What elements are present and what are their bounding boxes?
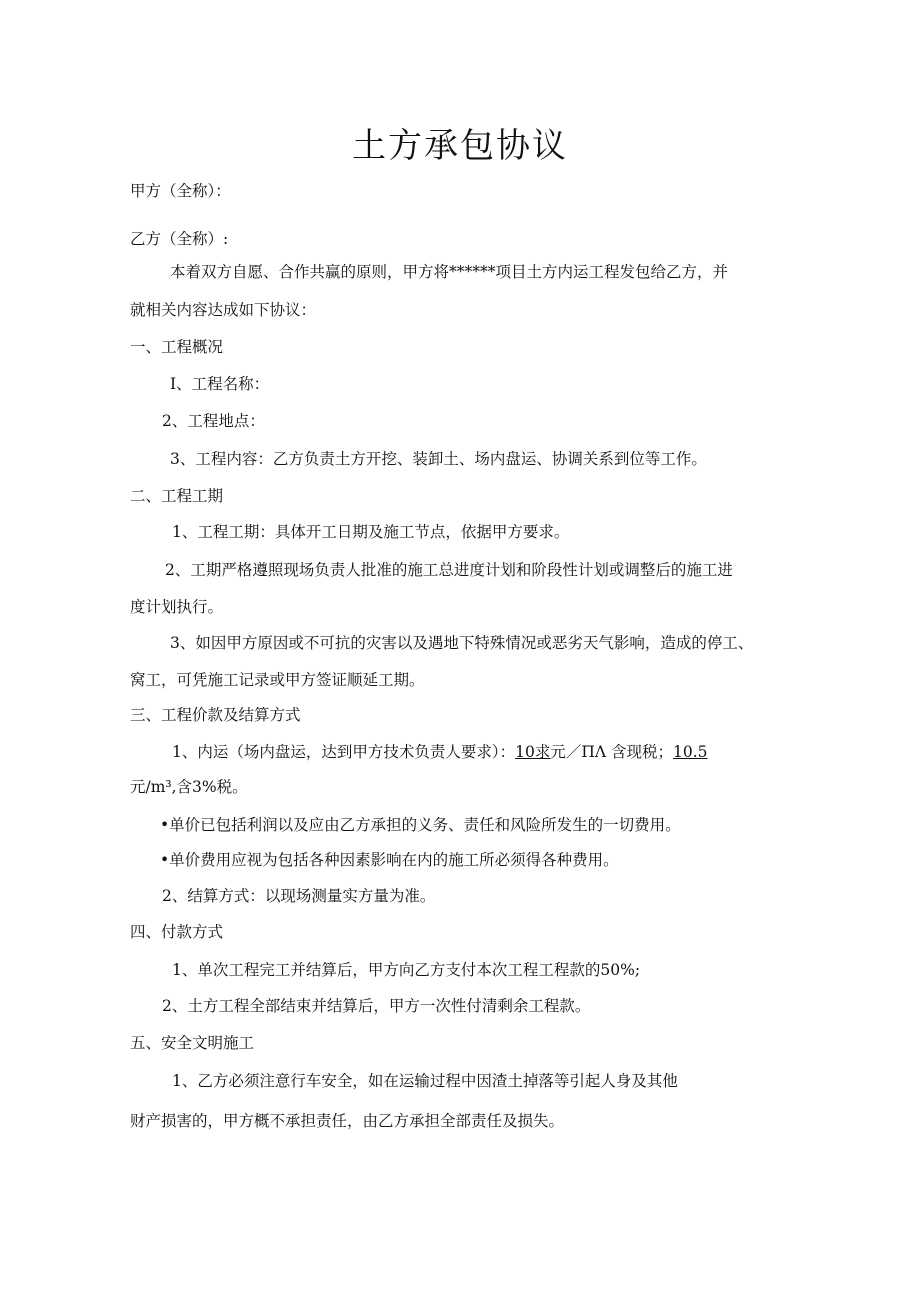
section-3-item-1-line-2: 元/m³,含3%税。 bbox=[130, 778, 248, 796]
section-1-heading: 一、工程概况 bbox=[130, 338, 224, 356]
section-4-heading: 四、付款方式 bbox=[130, 923, 224, 941]
party-a-line: 甲方（全称）： bbox=[130, 182, 231, 200]
price-item-middle: 元／ΠΛ 含现税； bbox=[550, 743, 673, 761]
section-2-heading: 二、工程工期 bbox=[130, 487, 224, 505]
section-1-item-2: 2、工程地点： bbox=[162, 412, 265, 430]
party-b-line: 乙方（全称）: bbox=[130, 230, 229, 248]
section-2-item-1: 1、工程工期：具体开工日期及施工节点，依据甲方要求。 bbox=[172, 523, 570, 541]
section-4-item-2: 2、土方工程全部结束并结算后，甲方一次性付清剩余工程款。 bbox=[162, 997, 591, 1015]
section-2-item-3-line-2: 窝工，可凭施工记录或甲方签证顺延工期。 bbox=[130, 671, 425, 689]
intro-paragraph-line-1: 本着双方自愿、合作共赢的原则，甲方将******项目土方内运工程发包给乙方，并 bbox=[170, 263, 729, 281]
section-5-item-1-line-1: 1、乙方必须注意行车安全，如在运输过程中因渣土掉落等引起人身及其他 bbox=[172, 1072, 678, 1090]
section-2-item-2-line-1: 2、工期严格遵照现场负责人批准的施工总进度计划和阶段性计划或调整后的施工进 bbox=[165, 561, 733, 579]
section-3-item-1-line-1 bbox=[172, 742, 708, 762]
price-value-2: 10.5 bbox=[673, 743, 708, 761]
section-2-item-3-line-1: 3、如因甲方原因或不可抗的灾害以及遇地下特殊情况或恶劣天气影响，造成的停工、 bbox=[170, 634, 754, 652]
price-value-1: 10求 bbox=[515, 743, 551, 761]
section-3-bullet-2: •单价费用应视为包括各种因素影响在内的施工所必须得各种费用。 bbox=[160, 851, 619, 869]
section-3-bullet-1: •单价已包括利润以及应由乙方承担的义务、责任和风险所发生的一切费用。 bbox=[160, 816, 681, 834]
section-3-item-2: 2、结算方式：以现场测量实方量为准。 bbox=[162, 887, 436, 905]
section-3-heading: 三、工程价款及结算方式 bbox=[130, 706, 301, 724]
document-title: 土方承包协议 bbox=[352, 126, 568, 166]
section-4-item-1: 1、单次工程完工并结算后，甲方向乙方支付本次工程工程款的50%; bbox=[172, 961, 641, 979]
section-1-item-3: 3、工程内容：乙方负责土方开挖、装卸土、场内盘运、协调关系到位等工作。 bbox=[170, 450, 707, 468]
intro-paragraph-line-2: 就相关内容达成如下协议： bbox=[130, 301, 317, 319]
price-item-prefix: 1、内运（场内盘运，达到甲方技术负责人要求）： bbox=[172, 743, 516, 761]
section-5-item-1-line-2: 财产损害的，甲方概不承担责任，由乙方承担全部责任及损失。 bbox=[130, 1112, 565, 1130]
section-5-heading: 五、安全文明施工 bbox=[130, 1034, 255, 1052]
section-2-item-2-line-2: 度计划执行。 bbox=[130, 598, 224, 616]
section-1-item-1: I、工程名称： bbox=[170, 375, 270, 393]
